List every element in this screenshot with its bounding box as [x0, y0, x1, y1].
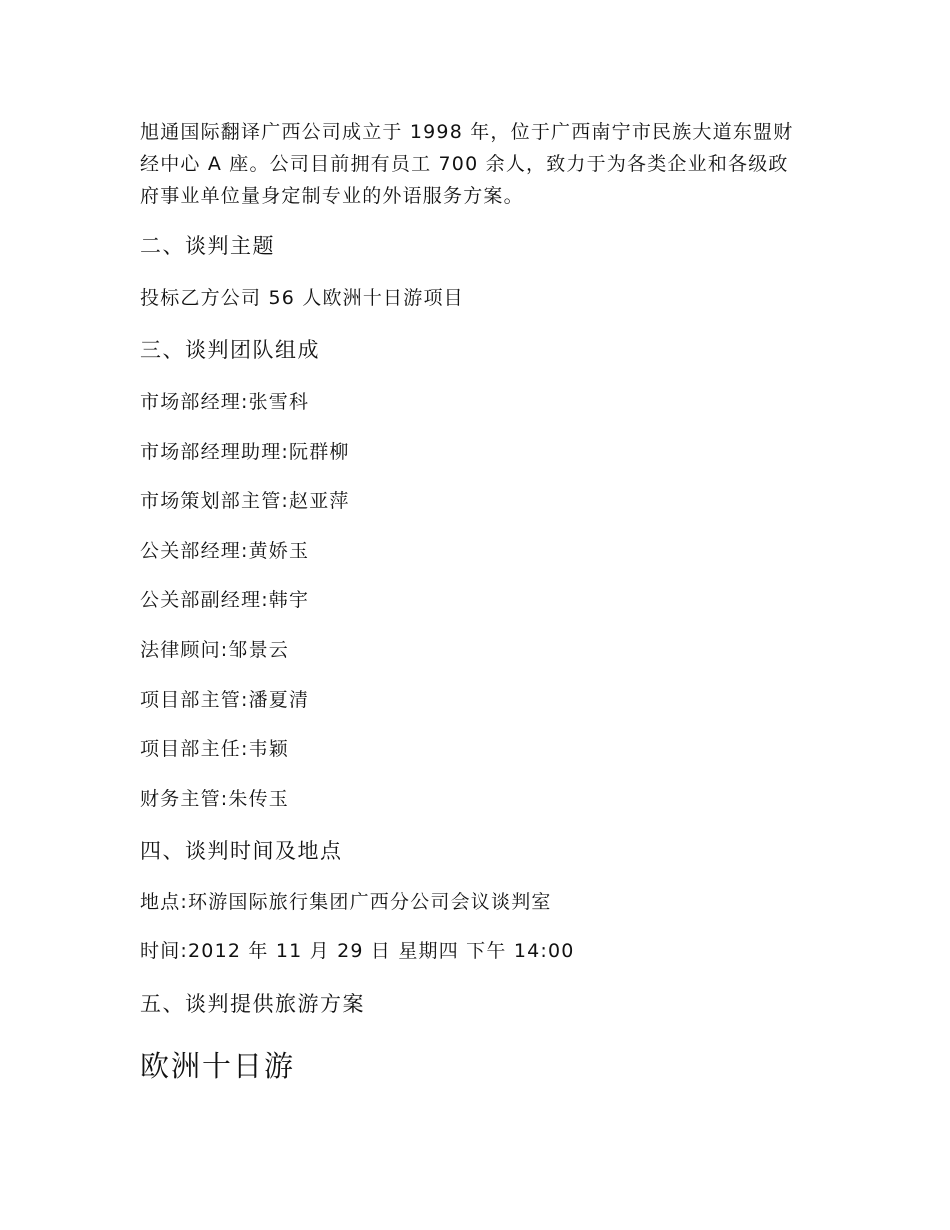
team-member: 公关部经理:黄娇玉	[140, 540, 310, 562]
team-member: 公关部副经理:韩宇	[140, 589, 310, 611]
location-text: 地点:环游国际旅行集团广西分公司会议谈判室	[140, 891, 552, 913]
time-text: 时间:2012 年 11 月 29 日 星期四 下午 14:00	[140, 940, 575, 962]
team-member: 市场部经理助理:阮群柳	[140, 441, 350, 463]
intro-line-1: 旭通国际翻译广西公司成立于 1998 年，位于广西南宁市民族大道东盟财	[140, 121, 794, 143]
plan-title: 欧洲十日游	[140, 1049, 296, 1083]
team-member: 市场部经理:张雪科	[140, 391, 310, 413]
intro-line-3: 府事业单位量身定制专业的外语服务方案。	[140, 185, 524, 207]
section-heading-travel-plan: 五、谈判提供旅游方案	[140, 992, 365, 1016]
team-member: 项目部主管:潘夏清	[140, 689, 310, 711]
team-member: 市场策划部主管:赵亚萍	[140, 490, 350, 512]
section-heading-time-location: 四、谈判时间及地点	[140, 839, 343, 863]
intro-line-2: 经中心 A 座。公司目前拥有员工 700 余人，致力于为各类企业和各级政	[140, 153, 789, 175]
team-member: 项目部主任:韦颖	[140, 738, 290, 760]
section-heading-team: 三、谈判团队组成	[140, 338, 320, 362]
team-member: 法律顾问:邹景云	[140, 639, 290, 661]
section-heading-topic: 二、谈判主题	[140, 234, 275, 258]
topic-text: 投标乙方公司 56 人欧洲十日游项目	[140, 287, 464, 309]
team-member: 财务主管:朱传玉	[140, 788, 290, 810]
